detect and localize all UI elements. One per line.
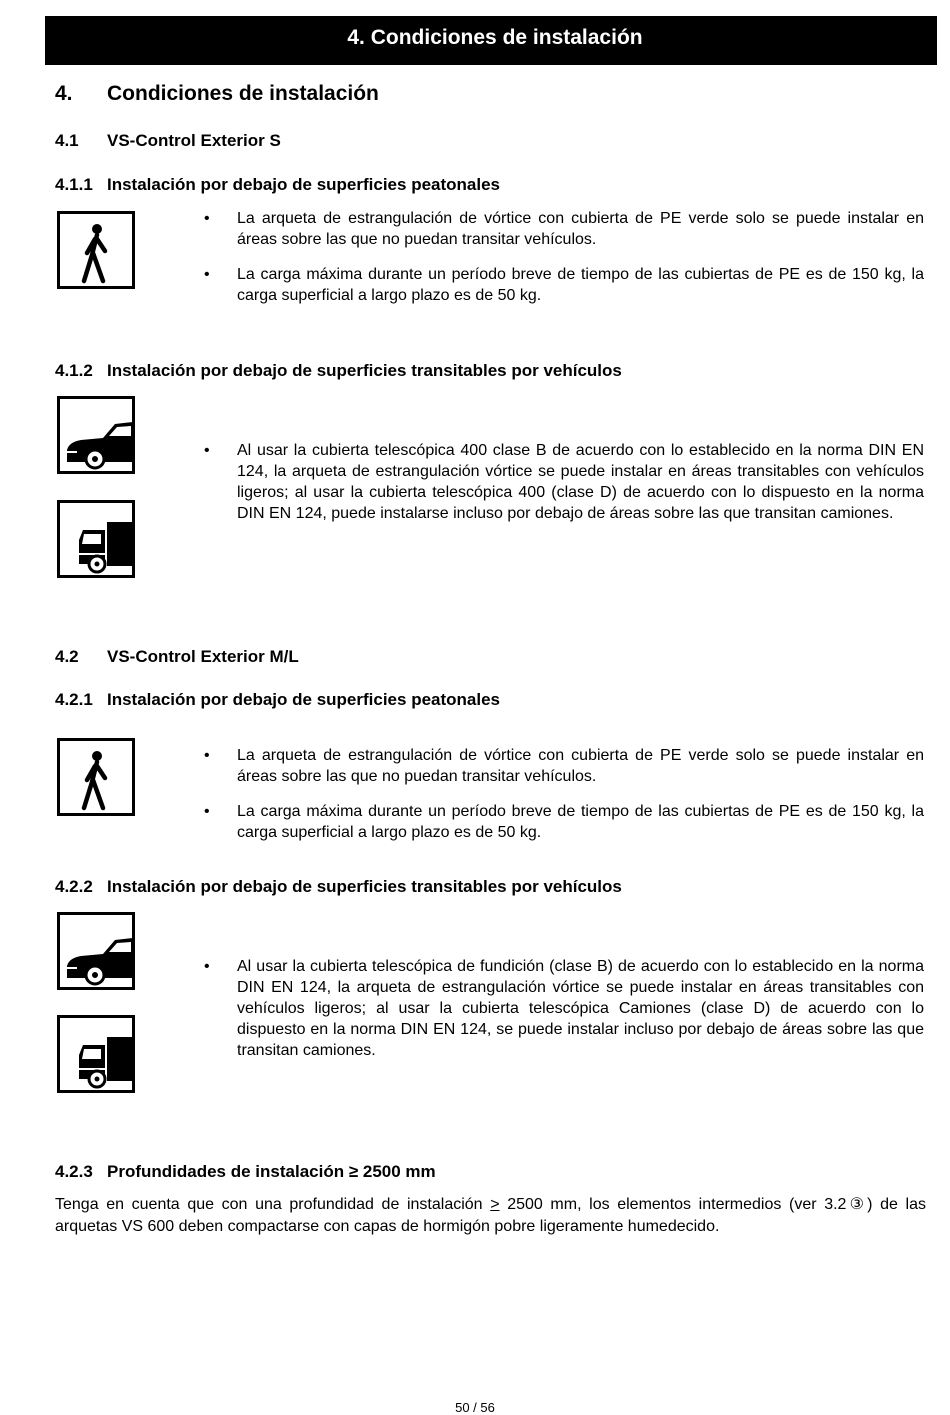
header-banner [45,16,937,65]
banner-title: 4. Condiciones de instalación [347,26,643,49]
section-title: Instalación por debajo de superficies peatonales [107,690,501,709]
list-item: • La arqueta de estrangulación de vórtice con cubierta de PE verde solo se puede instalar en áreas sobre las que no puedan transitar vehículos. [200,745,924,787]
paragraph-4-2-3 [55,1194,926,1238]
section-number: 4.2 [55,647,79,666]
car-icon [57,396,135,474]
greater-equal-symbol: > [490,1196,500,1213]
car-icon [57,912,135,990]
pedestrian-icon [57,738,135,816]
page-number: 50 / 56 [455,1400,495,1415]
bullet-list-4-2-1 [200,745,924,857]
section-title: Condiciones de instalación [107,82,379,105]
section-title: Instalación por debajo de superficies transitables por vehículos [107,877,622,896]
section-title: Instalación por debajo de superficies peatonales [107,175,501,194]
section-number: 4.2.1 [55,690,93,709]
truck-icon [57,1015,135,1093]
section-title: Instalación por debajo de superficies transitables por vehículos [107,361,622,380]
pedestrian-icon [57,211,135,289]
list-item: • La arqueta de estrangulación de vórtice con cubierta de PE verde solo se puede instalar en áreas sobre las que no puedan transitar vehículos. [200,208,924,250]
truck-icon [57,500,135,578]
list-item: • La carga máxima durante un período breve de tiempo de las cubiertas de PE es de 150 kg, la carga superficial a largo plazo es de 50 kg. [200,801,924,843]
paragraph-text: 2500 mm, los elementos intermedios (ver 3.2③) de las arquetas VS 600 deben compactarse con capas de hormigón pobre ligeramente humedecido. [55,1196,926,1235]
list-item: • Al usar la cubierta telescópica de fundición (clase B) de acuerdo con lo establecido en la norma DIN EN 124, la arqueta de estrangulación vórtice se puede instalar en áreas transitables con vehículos ligeros; al usar la cubierta telescópica Camiones (clase D) de acuerdo con lo dispuesto en la norma DIN EN 124, se puede instalar incluso por debajo de áreas sobre las que transitan camiones. [200,956,924,1061]
section-number: 4.1.2 [55,361,93,380]
list-item: • Al usar la cubierta telescópica 400 clase B de acuerdo con lo establecido en la norma DIN EN 124, la arqueta de estrangulación vórtice se puede instalar en áreas transitables con vehículos ligeros; al usar la cubierta telescópica 400 (clase D) de acuerdo con lo dispuesto en la norma DIN EN 124, puede instalarse incluso por debajo de áreas sobre las que transitan camiones. [200,440,924,524]
section-number: 4.2.2 [55,877,93,896]
section-title: Profundidades de instalación ≥ 2500 mm [107,1162,436,1181]
section-title: VS-Control Exterior S [107,131,281,150]
paragraph-text: Tenga en cuenta que con una profundidad de instalación [55,1196,491,1213]
section-title: VS-Control Exterior M/L [107,647,299,666]
bullet-list-4-2-2 [200,956,924,1075]
section-number: 4. [55,82,73,105]
list-item: • La carga máxima durante un período breve de tiempo de las cubiertas de PE es de 150 kg, la carga superficial a largo plazo es de 50 kg. [200,264,924,306]
section-number: 4.1 [55,131,79,150]
bullet-list-4-1-1 [200,208,924,320]
bullet-list-4-1-2 [200,440,924,538]
section-number: 4.2.3 [55,1162,93,1181]
section-number: 4.1.1 [55,175,93,194]
